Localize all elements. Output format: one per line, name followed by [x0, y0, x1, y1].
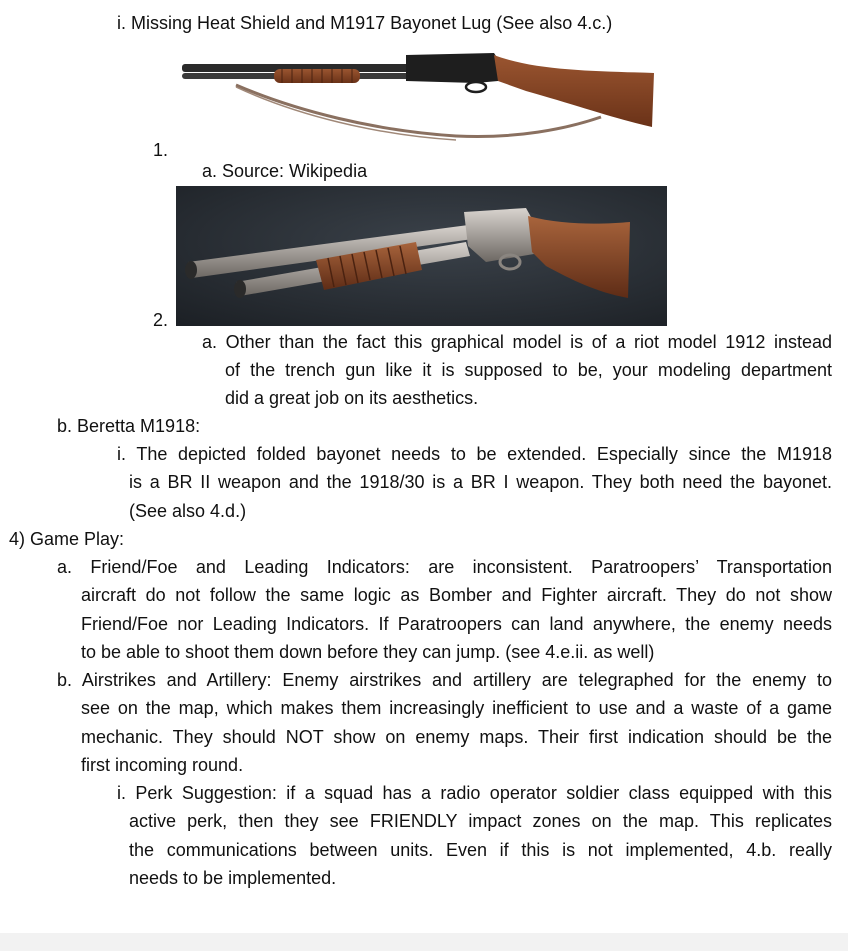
image-source-caption: a. Source: Wikipedia [202, 161, 368, 181]
text-line: needs to be implemented. [129, 868, 337, 888]
text-line: did a great job on its aesthetics. [225, 388, 479, 408]
text-line: to be able to shoot them down before they can jump. (see 4.e.ii. as well) [81, 642, 655, 662]
text-line: of the trench gun like it is supposed to be, your modeling department [225, 360, 832, 380]
text-line: (See also 4.d.) [129, 501, 247, 521]
list-item-missing-heat-shield: i. Missing Heat Shield and M1917 Bayonet Lug (See also 4.c.) [117, 13, 613, 33]
text-line: i. Perk Suggestion: if a squad has a radio operator soldier class equipped with this [117, 783, 832, 803]
text-line: see on the map, which makes them increasingly inefficient to use and a waste of a game [81, 698, 832, 718]
text-line: b. Airstrikes and Artillery: Enemy airstrikes and artillery are telegraphed for the enemy to [57, 670, 832, 690]
list-number-1: 1. [153, 140, 169, 160]
shotgun-photo-1 [176, 41, 659, 156]
text-line: mechanic. They should NOT show on enemy maps. Their first indication should be the [81, 727, 832, 747]
text-line: aircraft do not follow the same logic as Bomber and Fighter aircraft. They do not show [81, 585, 832, 605]
text-line: i. The depicted folded bayonet needs to be extended. Especially since the M1918 [117, 444, 832, 464]
list-number-2: 2. [153, 310, 169, 330]
text-line: a. Other than the fact this graphical model is of a riot model 1912 instead [202, 332, 832, 352]
heading-game-play: 4) Game Play: [9, 529, 125, 549]
shotgun-render-2 [176, 186, 667, 326]
page-bottom-edge [0, 933, 848, 951]
text-line: is a BR II weapon and the 1918/30 is a BR I weapon. They both need the bayonet. [129, 472, 832, 492]
text-line: Friend/Foe nor Leading Indicators. If Paratroopers can land anywhere, the enemy needs [81, 614, 832, 634]
heading-beretta-m1918: b. Beretta M1918: [57, 416, 201, 436]
text-line: first incoming round. [81, 755, 244, 775]
text-line: active perk, then they see FRIENDLY impact zones on the map. This replicates [129, 811, 832, 831]
text-line: the communications between units. Even if this is not implemented, 4.b. really [129, 840, 832, 860]
text-line: a. Friend/Foe and Leading Indicators: are inconsistent. Paratroopers’ Transportation [57, 557, 832, 577]
